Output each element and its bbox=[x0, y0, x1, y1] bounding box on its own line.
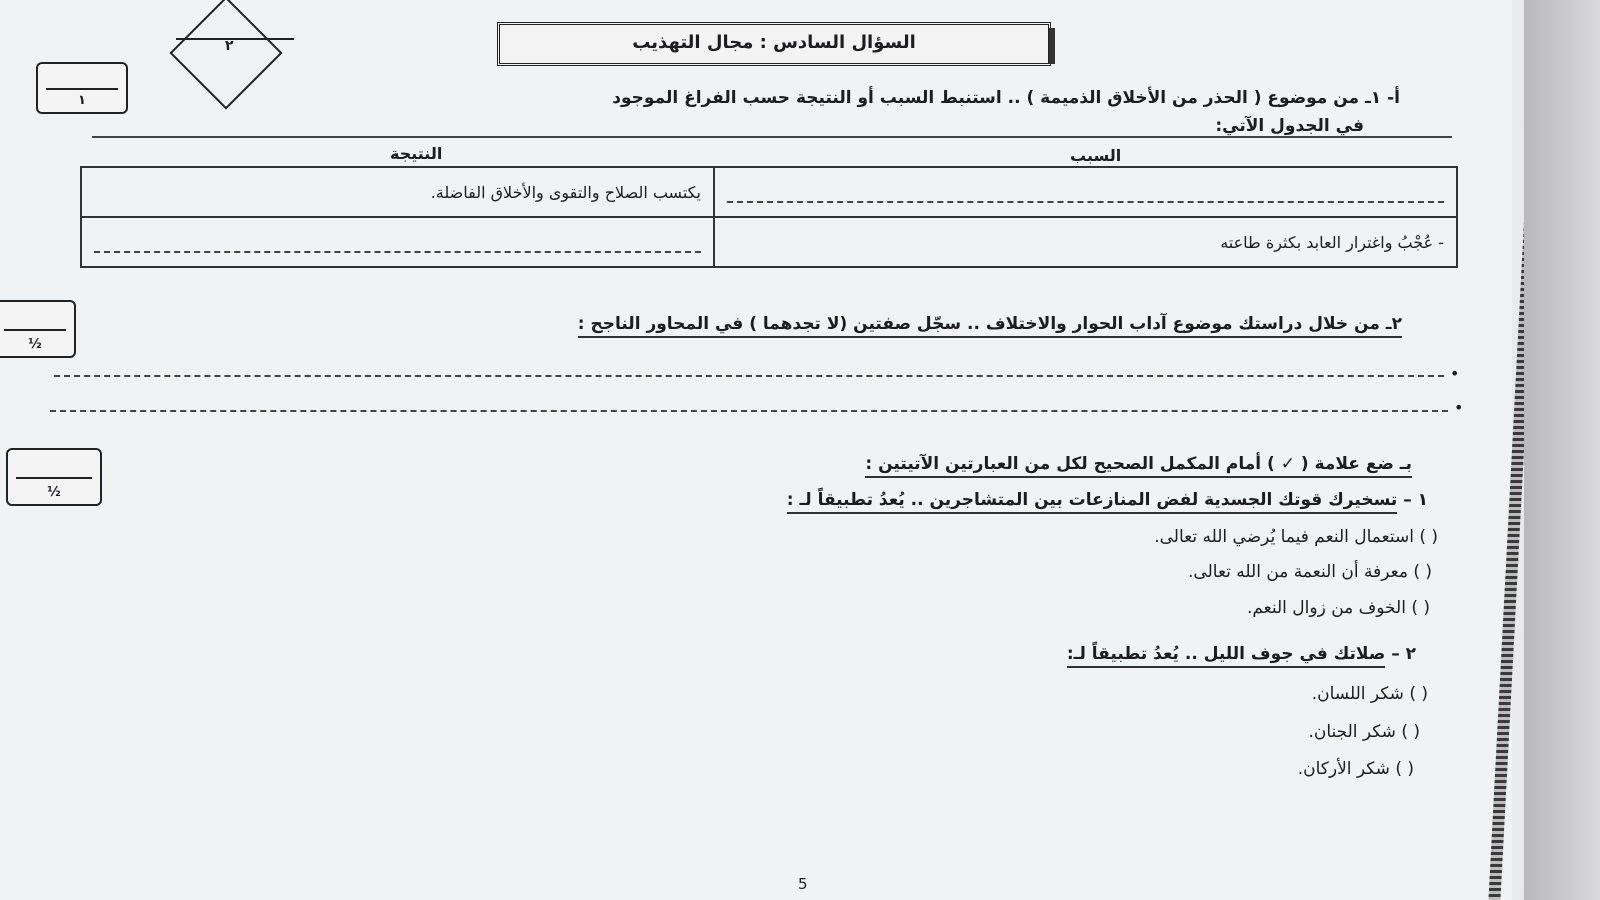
b-q2-prefix: ٢ – bbox=[1391, 644, 1416, 664]
score-value: ½ bbox=[47, 485, 61, 500]
divider-line bbox=[92, 136, 1452, 138]
bullet: • bbox=[1454, 398, 1464, 417]
answer-line-2[interactable] bbox=[50, 410, 1448, 412]
table-header-cause: السبب bbox=[1070, 146, 1122, 165]
page-number: 5 bbox=[798, 875, 808, 893]
part-b-instruction-text: بـ ضع علامة ( ✓ ) أمام المكمل الصحيح لكل من العبارتين الآتيتين : bbox=[865, 454, 1412, 478]
bullet: • bbox=[1450, 364, 1460, 383]
b-q1-option-1[interactable]: ( ) استعمال النعم فيما يُرضي الله تعالى. bbox=[1154, 527, 1438, 547]
part-b-q1 bbox=[787, 490, 1428, 510]
cause-cell: - عُجْبُ واغترار العابد بكثرة طاعته bbox=[714, 217, 1457, 267]
cause-result-table bbox=[80, 166, 1458, 268]
part-a-q1 bbox=[612, 88, 1400, 108]
score-box-b bbox=[6, 448, 102, 506]
score-value: ½ bbox=[28, 337, 42, 352]
part-a-q2 bbox=[578, 314, 1402, 334]
answer-line-1[interactable] bbox=[54, 375, 1444, 377]
diamond-number: ٢ bbox=[225, 38, 234, 54]
q1-text: من موضوع ( الحذر من الأخلاق الذميمة ) .. استنبط السبب أو النتيجة حسب الفراغ الموجود bbox=[612, 88, 1360, 108]
q2-text: ٢ـ من خلال دراستك موضوع آداب الحوار والاختلاف .. سجّل صفتين (لا تجدهما ) في المحاور الناجح : bbox=[578, 314, 1402, 338]
page-edge-shadow bbox=[1524, 0, 1600, 900]
part-a-q1-continued: في الجدول الآتي: bbox=[1215, 116, 1364, 136]
q1-prefix: أ- ١ـ bbox=[1364, 88, 1400, 108]
b-q2-option-1[interactable]: ( ) شكر اللسان. bbox=[1311, 684, 1428, 704]
b-q2-option-2[interactable]: ( ) شكر الجنان. bbox=[1308, 722, 1420, 742]
b-q1-prefix: ١ – bbox=[1403, 490, 1428, 510]
score-box-a2 bbox=[0, 300, 76, 358]
table-header-result: النتيجة bbox=[390, 144, 443, 163]
part-b-instruction bbox=[865, 454, 1412, 474]
diamond-divider bbox=[176, 38, 294, 40]
diamond-marker bbox=[169, 0, 282, 110]
score-value: ١ bbox=[78, 93, 86, 108]
cause-cell-blank[interactable] bbox=[714, 167, 1457, 217]
b-q1-option-2[interactable]: ( ) معرفة أن النعمة من الله تعالى. bbox=[1188, 562, 1432, 582]
b-q2-option-3[interactable]: ( ) شكر الأركان. bbox=[1297, 759, 1414, 779]
result-cell-blank[interactable] bbox=[81, 217, 714, 267]
b-q2-text: صلاتك في جوف الليل .. يُعدُ تطبيقاً لـ: bbox=[1067, 644, 1385, 668]
result-cell: يكتسب الصلاح والتقوى والأخلاق الفاضلة. bbox=[81, 167, 714, 217]
table-row bbox=[81, 167, 1457, 217]
b-q1-option-3[interactable]: ( ) الخوف من زوال النعم. bbox=[1246, 598, 1430, 618]
score-box-a1 bbox=[36, 62, 128, 114]
table-row bbox=[81, 217, 1457, 267]
question-header: السؤال السادس : مجال التهذيب bbox=[497, 22, 1051, 66]
part-b-q2 bbox=[1067, 644, 1416, 664]
b-q1-text: تسخيرك قوتك الجسدية لفض المنازعات بين المتشاجرين .. يُعدُ تطبيقاً لـ : bbox=[787, 490, 1398, 514]
